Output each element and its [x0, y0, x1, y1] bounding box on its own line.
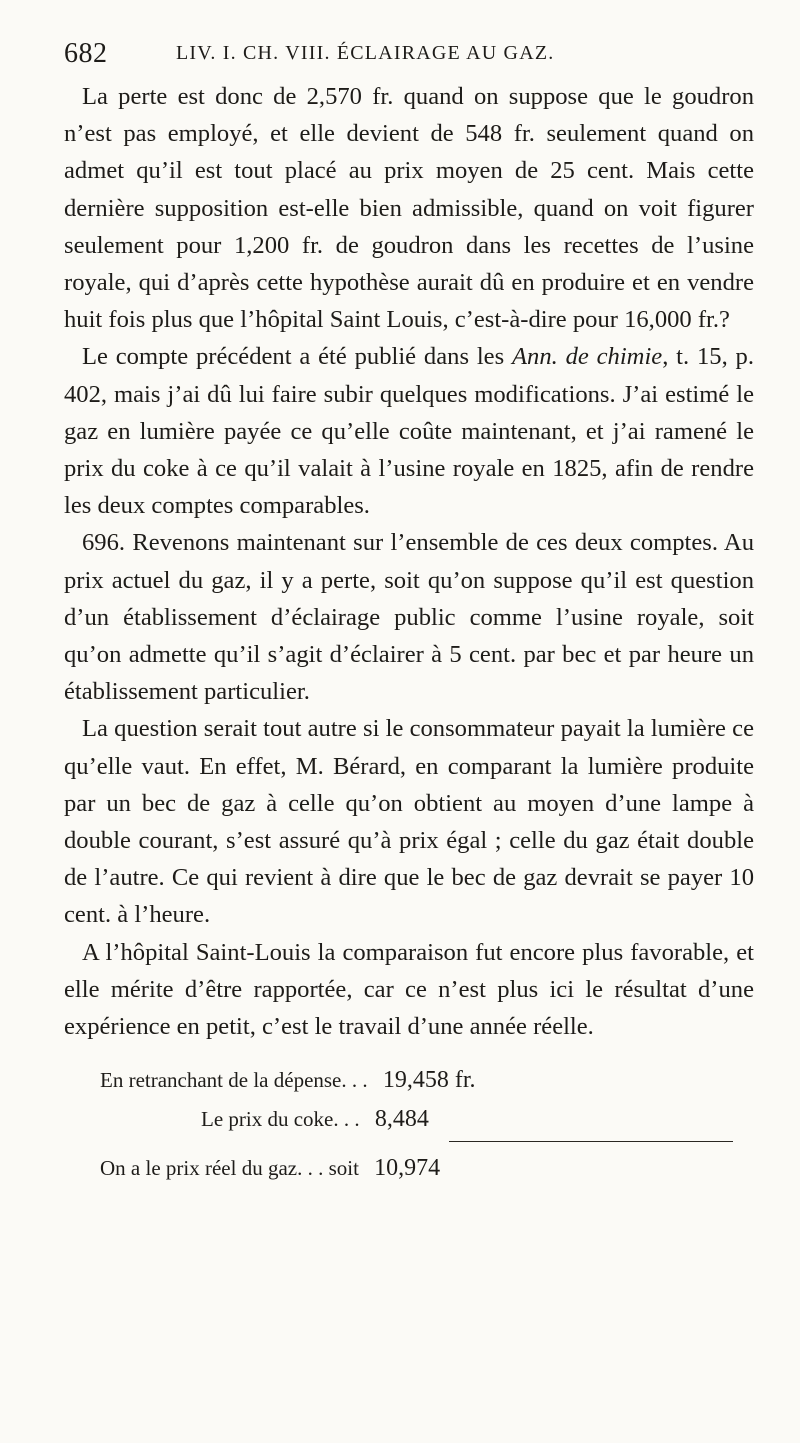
paragraph: [64, 524, 754, 710]
paragraph: [64, 710, 754, 933]
calc-value: 8,484: [374, 1106, 429, 1133]
calc-value: 19,458 fr.: [382, 1067, 476, 1094]
journal-title: Ann. de chimie: [512, 343, 663, 371]
paragraph: [64, 78, 754, 338]
page-content: [64, 38, 754, 1257]
calc-row-coke: [201, 1106, 429, 1133]
paragraph-text: 696. Revenons maintenant sur l’ensemble de ces deux comptes. Au prix actuel du gaz, il y a perte, soit qu’on suppose qu’il est question d’un établissement d’éclairage public comme l’usine royale, soit qu’on admette qu’il s’agit d’éclairer à 5 cent. par bec et par heure un établissement particulier.: [64, 529, 754, 706]
sum-rule: [449, 1141, 733, 1142]
cost-calculation: [64, 1067, 754, 1257]
page-number: 682: [64, 38, 108, 69]
body-text: [64, 78, 754, 1045]
paragraph: [64, 338, 754, 524]
paragraph: [64, 934, 754, 1046]
calc-row-expense: [100, 1067, 476, 1094]
running-head-title: LIV. I. CH. VIII. ÉCLAIRAGE AU GAZ.: [176, 42, 555, 64]
running-header: [64, 38, 754, 78]
paragraph-text: A l’hôpital Saint-Louis la comparaison fut encore plus favorable, et elle mérite d’être rapportée, car ce n’est plus ici le résultat d’une expérience en petit, c’est le travail d’une année réelle.: [64, 938, 754, 1041]
paragraph-text: La question serait tout autre si le consommateur payait la lumière ce qu’elle vaut. En effet, M. Bérard, en comparant la lumière produite par un bec de gaz à celle qu’on obtient au moyen d’une lampe à double courant, s’est assuré qu’à prix égal ; celle du gaz était double de l’autre. Ce qui revient à dire que le bec de gaz devrait se payer 10 cent. à l’heure.: [64, 715, 754, 929]
calc-value: 10,974: [374, 1155, 441, 1182]
calc-label: On a le prix réel du gaz. . . soit: [100, 1156, 359, 1181]
calc-label: Le prix du coke. . .: [201, 1107, 360, 1132]
paragraph-text: , t. 15, p. 402, mais j’ai dû lui faire subir quelques modifications. J’ai estimé le gaz en lumière payée ce qu’elle coûte maintenant, et j’ai ramené le prix du coke à ce qu’il valait à l’usine royale en 1825, afin de rendre les deux comptes comparables.: [64, 343, 755, 520]
calc-row-result: [100, 1155, 440, 1182]
calc-label: En retranchant de la dépense. . .: [100, 1068, 368, 1093]
paragraph-text: Le compte précédent a été publié dans les: [82, 343, 512, 371]
paragraph-text: La perte est donc de 2,570 fr. quand on suppose que le goudron n’est pas employé, et elle devient de 548 fr. seulement quand on admet qu’il est tout placé au prix moyen de 25 cent. Mais cette dernière supposition est-elle bien admissible, quand on voit figurer seulement pour 1,200 fr. de goudron dans les recettes de l’usine royale, qui d’après cette hypothèse aurait dû en produire et en vendre huit fois plus que l’hôpital Saint Louis, c’est-à-dire pour 16,000 fr.?: [64, 83, 754, 334]
